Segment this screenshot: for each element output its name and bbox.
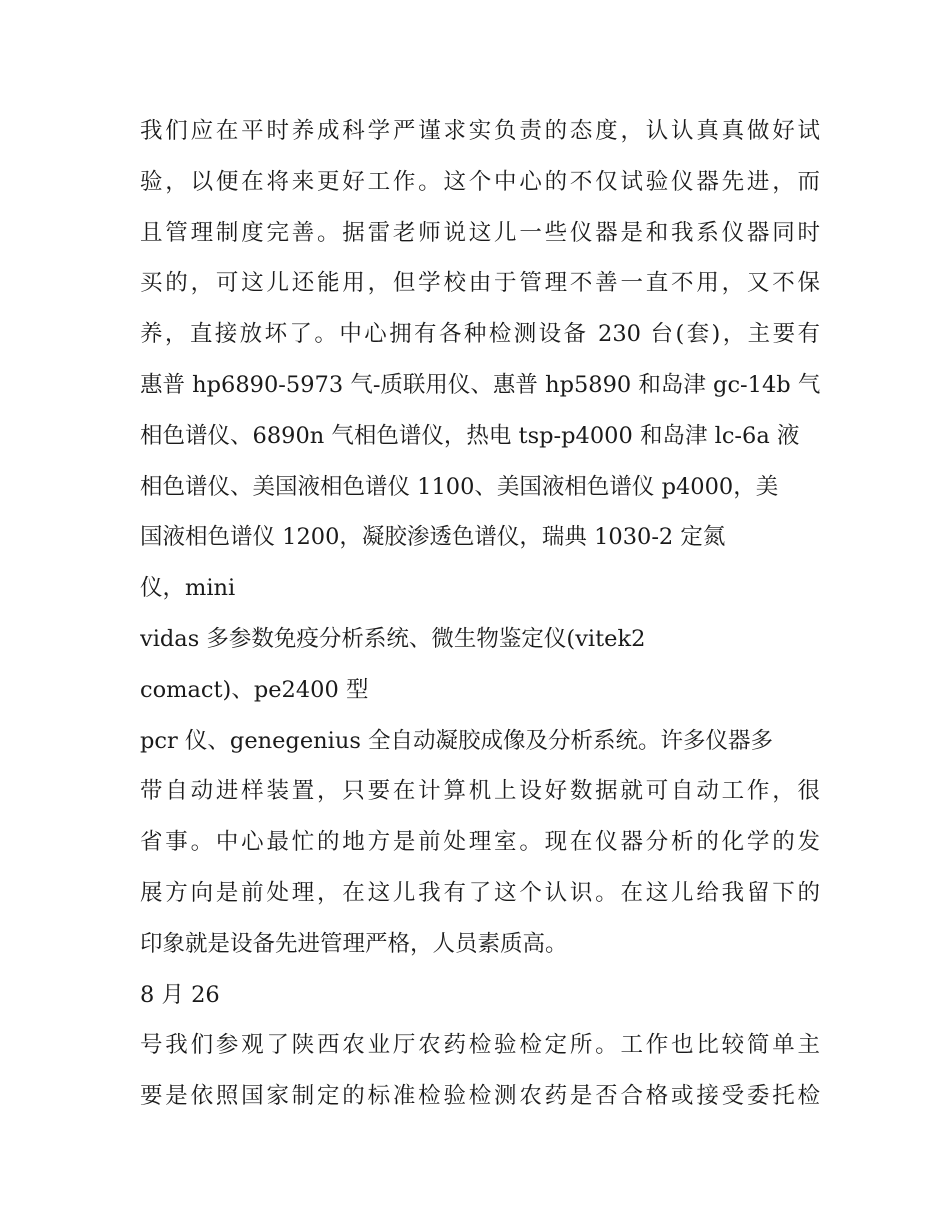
text-line: 国液相色谱仪 1200，凝胶渗透色谱仪，瑞典 1030-2 定氮 [140, 524, 726, 551]
text-line: 且管理制度完善。据雷老师说这儿一些仪器是和我系仪器同时 [140, 219, 820, 246]
text-line: 8 月 26 [140, 981, 220, 1008]
text-line: pcr 仪、genegenius 全自动凝胶成像及分析系统。许多仪器多 [140, 727, 774, 754]
text-line: 惠普 hp6890-5973 气-质联用仪、惠普 hp5890 和岛津 gc-14b 气 [140, 371, 820, 398]
text-line: 验，以便在将来更好工作。这个中心的不仅试验仪器先进，而 [140, 168, 820, 195]
text-line: 带自动进样装置，只要在计算机上设好数据就可自动工作，很 [140, 778, 820, 805]
text-line: 展方向是前处理，在这儿我有了这个认识。在这儿给我留下的 [140, 879, 820, 906]
text-line: 要是依照国家制定的标准检验检测农药是否合格或接受委托检 [140, 1083, 820, 1110]
body-text [140, 106, 820, 1122]
text-line: 仪，mini [140, 575, 236, 602]
text-line: 相色谱仪、美国液相色谱仪 1100、美国液相色谱仪 p4000，美 [140, 473, 779, 500]
text-line: 买的，可这儿还能用，但学校由于管理不善一直不用，又不保 [140, 270, 820, 297]
text-line: 养，直接放坏了。中心拥有各种检测设备 230 台(套)，主要有 [140, 321, 820, 348]
text-line: 我们应在平时养成科学严谨求实负责的态度，认认真真做好试 [140, 118, 820, 144]
text-line: 号我们参观了陕西农业厅农药检验检定所。工作也比较简单主 [140, 1032, 820, 1059]
text-line: 省事。中心最忙的地方是前处理室。现在仪器分析的化学的发 [140, 829, 820, 856]
text-line: vidas 多参数免疫分析系统、微生物鉴定仪(vitek2 [140, 625, 646, 652]
text-line: comact)、pe2400 型 [140, 676, 369, 703]
text-line: 相色谱仪、6890n 气相色谱仪，热电 tsp-p4000 和岛津 lc-6a 液 [140, 422, 800, 449]
text-line: 印象就是设备先进管理严格，人员素质高。 [140, 930, 568, 957]
